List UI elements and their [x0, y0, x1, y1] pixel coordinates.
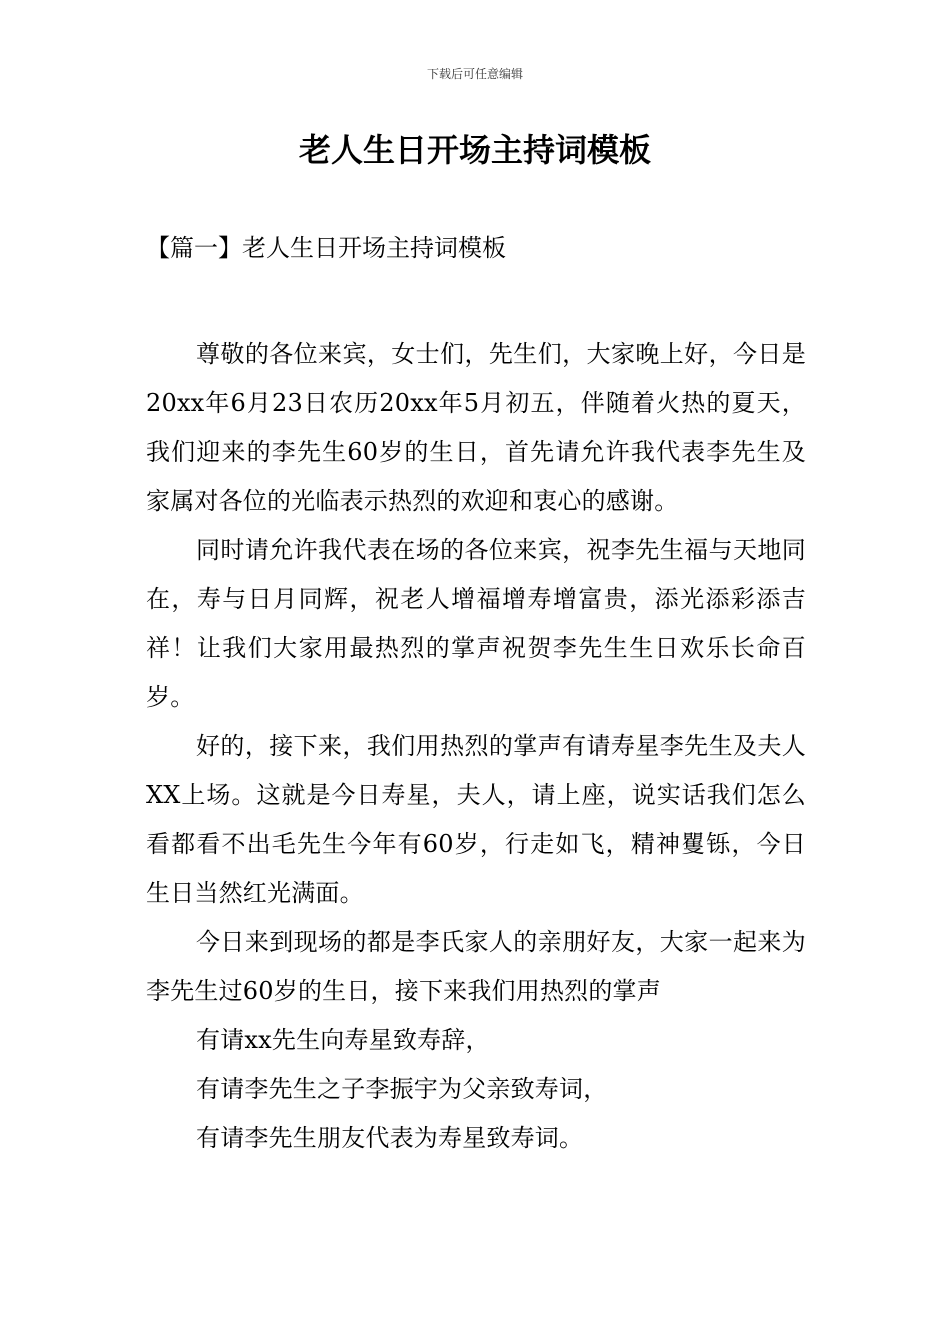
header-note: 下载后可任意编辑 — [426, 67, 523, 81]
document-title: 老人生日开场主持词模板 — [298, 131, 651, 169]
paragraph-opening: 尊敬的各位来宾，女士们，先生们，大家晚上好，今日是20xx年6月23日农历20xx年5月初五，伴随着火热的夏天，我们迎来的李先生60岁的生日，首先请允许我代表李先生及家属对各位的光临表示热烈的欢迎和衷心的感谢。 — [146, 340, 806, 515]
paragraph-blessing: 同时请允许我代表在场的各位来宾，祝李先生福与天地同在，寿与日月同辉，祝老人增福增寿增富贵，添光添彩添吉祥！让我们大家用最热烈的掌声祝贺李先生生日欢乐长命百岁。 — [146, 536, 806, 711]
paragraph-introduction: 好的，接下来，我们用热烈的掌声有请寿星李先生及夫人XX上场。这就是今日寿星，夫人，请上座，说实话我们怎么看都看不出毛先生今年有60岁，行走如飞，精神矍铄，今日生日当然红光满面。 — [146, 732, 806, 907]
document-body — [146, 330, 806, 1163]
paragraph-speech-2: 有请李先生之子李振宇为父亲致寿词， — [196, 1075, 608, 1103]
paragraph-guests: 今日来到现场的都是李氏家人的亲朋好友，大家一起来为李先生过60岁的生日，接下来我们用热烈的掌声 — [146, 928, 806, 1005]
section-heading: 【篇一】老人生日开场主持词模板 — [146, 234, 506, 262]
paragraph-speech-1: 有请xx先生向寿星致寿辞， — [196, 1026, 490, 1054]
paragraph-speech-3: 有请李先生朋友代表为寿星致寿词。 — [196, 1124, 584, 1152]
